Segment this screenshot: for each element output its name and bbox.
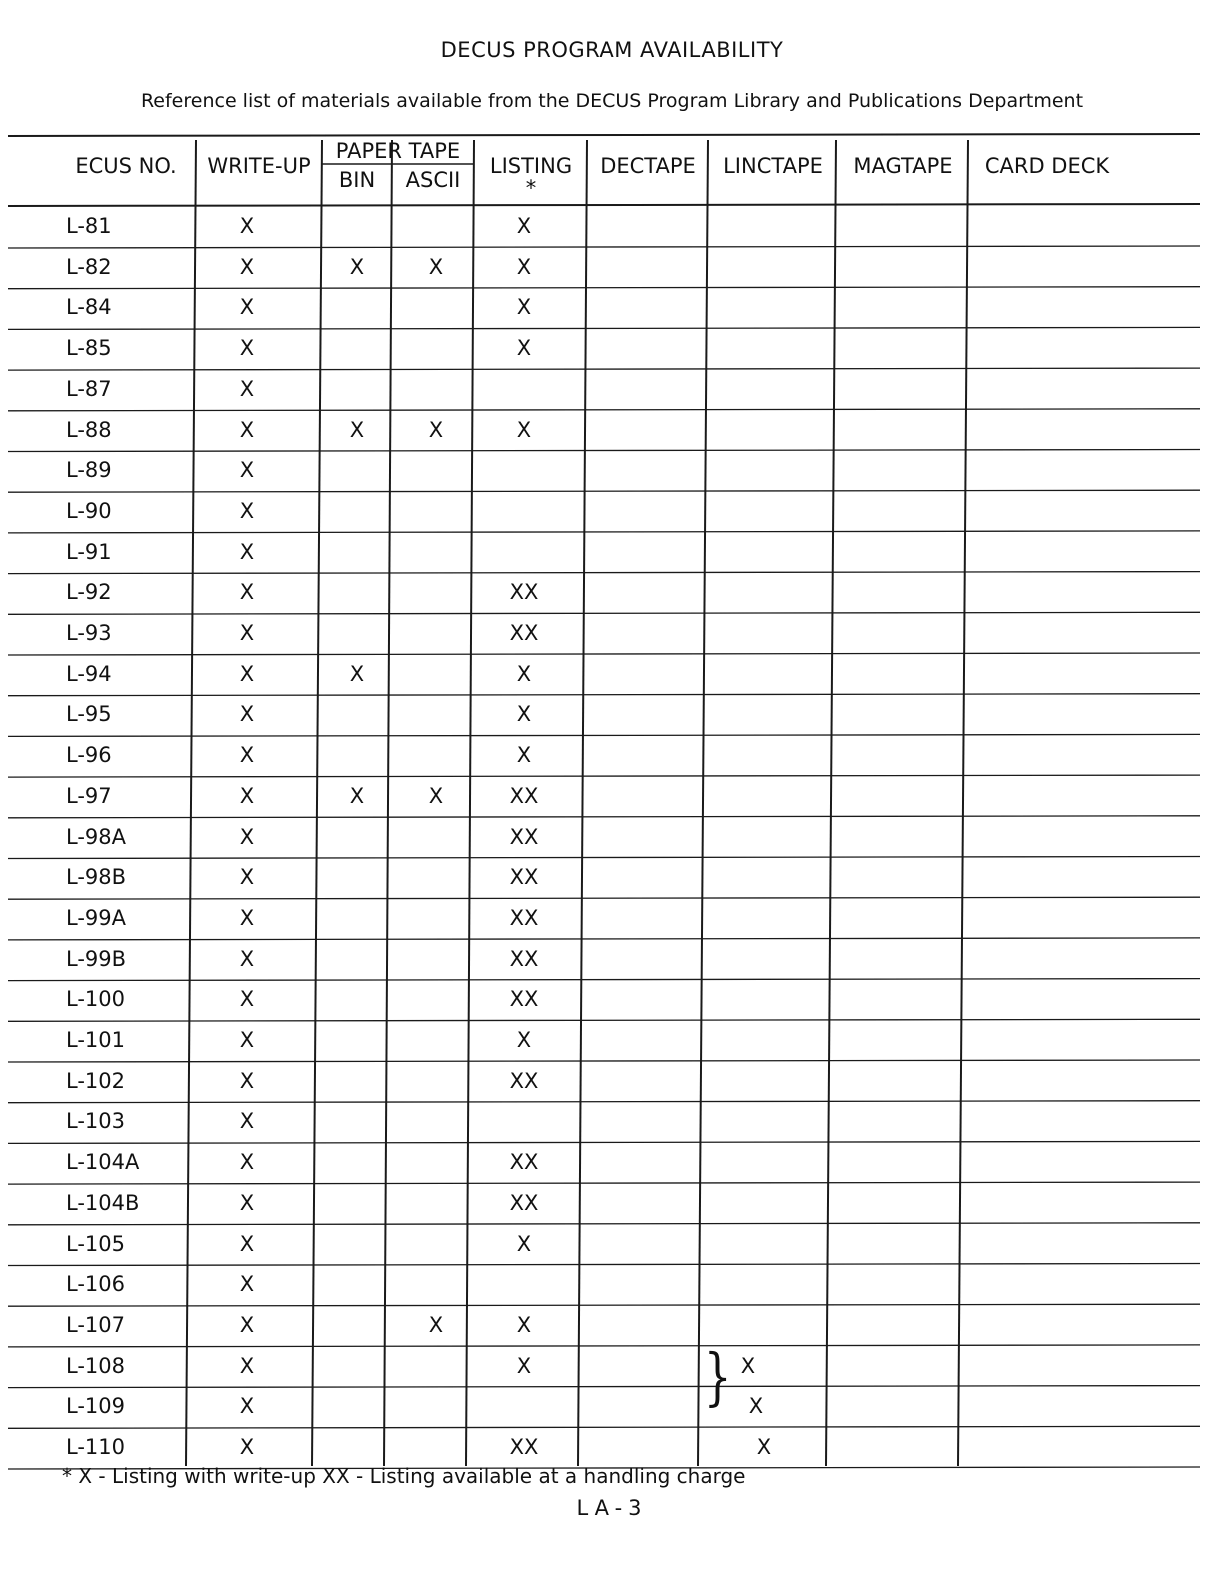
cell-write-up: X <box>239 336 255 361</box>
document-subtitle: Reference list of materials available from the DECUS Program Library and Publications Department <box>140 90 1084 112</box>
cell-listing: X <box>516 417 532 442</box>
row-divider <box>8 1019 1200 1021</box>
col-divider-card-deck <box>958 140 968 1466</box>
footnote: * X - Listing with write-up XX - Listing available at a handling charge <box>62 1464 746 1488</box>
row-divider <box>8 531 1200 533</box>
cell-write-up: X <box>239 743 255 768</box>
cell-decus-no: L-92 <box>66 580 112 605</box>
cell-decus-no: L-94 <box>66 661 112 686</box>
cell-write-up: X <box>239 214 255 238</box>
cell-ascii: X <box>428 254 444 279</box>
row-divider <box>8 979 1200 981</box>
cell-decus-no: L-96 <box>66 743 112 768</box>
cell-decus-no: L-107 <box>66 1312 125 1337</box>
cell-write-up: X <box>239 946 255 971</box>
cell-write-up: X <box>239 580 255 605</box>
row-divider <box>8 612 1200 614</box>
cell-decus-no: L-90 <box>66 498 112 523</box>
cell-decus-no: L-110 <box>66 1435 125 1459</box>
header-write-up: WRITE-UP <box>207 154 311 178</box>
cell-decus-no: L-84 <box>66 295 112 320</box>
cell-listing: X <box>516 214 532 238</box>
cell-listing: XX <box>509 1150 539 1175</box>
cell-listing: X <box>516 295 532 320</box>
row-divider <box>8 734 1200 736</box>
cell-write-up: X <box>239 783 255 808</box>
cell-decus-no: L-97 <box>66 783 112 808</box>
cell-write-up: X <box>239 539 255 564</box>
cell-write-up: X <box>239 498 255 523</box>
cell-decus-no: L-104A <box>66 1150 140 1175</box>
cell-write-up: X <box>239 702 255 727</box>
cell-write-up: X <box>239 1028 255 1052</box>
cell-decus-no: L-100 <box>66 987 125 1012</box>
cell-write-up: X <box>239 1150 255 1175</box>
cell-listing: XX <box>509 1435 539 1459</box>
cell-write-up: X <box>239 1190 255 1215</box>
row-divider <box>8 816 1200 818</box>
cell-decus-no: L-95 <box>66 702 112 727</box>
cell-linctape: X <box>756 1435 772 1459</box>
row-divider <box>8 409 1200 411</box>
cell-write-up: X <box>239 1394 255 1419</box>
cell-write-up: X <box>239 1272 255 1297</box>
cell-decus-no: L-88 <box>66 417 112 442</box>
row-divider <box>8 1182 1200 1184</box>
cell-decus-no: L-105 <box>66 1231 125 1256</box>
cell-decus-no: L-98B <box>66 865 127 890</box>
linctape-bracket: } <box>703 1340 732 1413</box>
cell-decus-no: L-108 <box>66 1353 125 1378</box>
cell-listing: XX <box>509 946 539 971</box>
header-decus-no: ECUS NO. <box>75 154 177 178</box>
row-divider <box>8 490 1200 492</box>
cell-write-up: X <box>239 1068 255 1093</box>
header-dectape: DECTAPE <box>600 154 696 178</box>
row-divider <box>8 327 1200 329</box>
cell-ascii: X <box>428 417 444 442</box>
header-card-deck: CARD DECK <box>984 154 1110 178</box>
header-bin: BIN <box>338 168 376 192</box>
row-divider <box>8 246 1200 248</box>
row-divider <box>8 287 1200 289</box>
row-divider <box>8 572 1200 574</box>
cell-bin: X <box>349 661 365 686</box>
cell-listing: X <box>516 336 532 361</box>
cell-decus-no: L-103 <box>66 1109 125 1134</box>
cell-write-up: X <box>239 1109 255 1134</box>
cell-listing: XX <box>509 905 539 930</box>
cell-decus-no: L-99B <box>66 946 127 971</box>
header-listing-asterisk: * <box>525 176 537 200</box>
cell-decus-no: L-85 <box>66 336 112 361</box>
cell-write-up: X <box>239 417 255 442</box>
row-divider <box>8 1223 1200 1225</box>
cell-decus-no: L-91 <box>66 539 112 564</box>
row-divider <box>8 897 1200 899</box>
cell-listing: XX <box>509 580 539 605</box>
col-divider-linctape <box>698 140 708 1466</box>
row-divider <box>8 368 1200 370</box>
cell-linctape: X <box>740 1353 756 1378</box>
header-linctape: LINCTAPE <box>723 154 823 178</box>
cell-decus-no: L-99A <box>66 905 126 930</box>
row-divider <box>8 653 1200 655</box>
cell-decus-no: L-81 <box>66 214 112 238</box>
cell-listing: X <box>516 254 532 279</box>
cell-write-up: X <box>239 621 255 645</box>
row-divider <box>8 1141 1200 1143</box>
page-number: LA-3 <box>576 1496 648 1520</box>
header-bottom-rule <box>8 204 1200 206</box>
cell-listing: X <box>516 1231 532 1256</box>
cell-listing: XX <box>509 1190 539 1215</box>
row-divider <box>8 1101 1200 1103</box>
header-ascii: ASCII <box>405 168 461 192</box>
cell-decus-no: L-102 <box>66 1068 125 1093</box>
cell-write-up: X <box>239 1435 255 1459</box>
cell-ascii: X <box>428 1312 444 1337</box>
cell-listing: XX <box>509 621 539 645</box>
header-magtape: MAGTAPE <box>853 154 953 178</box>
row-divider <box>8 775 1200 777</box>
cell-listing: X <box>516 702 532 727</box>
cell-decus-no: L-109 <box>66 1394 125 1419</box>
cell-listing: X <box>516 1028 532 1052</box>
cell-listing: XX <box>509 1068 539 1093</box>
cell-listing: X <box>516 1353 532 1378</box>
cell-write-up: X <box>239 295 255 320</box>
cell-write-up: X <box>239 1312 255 1337</box>
cell-listing: XX <box>509 824 539 849</box>
cell-listing: X <box>516 1312 532 1337</box>
cell-write-up: X <box>239 1231 255 1256</box>
cell-listing: XX <box>509 865 539 890</box>
cell-listing: XX <box>509 783 539 808</box>
cell-bin: X <box>349 417 365 442</box>
row-divider <box>8 450 1200 452</box>
cell-decus-no: L-87 <box>66 376 112 401</box>
cell-write-up: X <box>239 376 255 401</box>
cell-write-up: X <box>239 254 255 279</box>
cell-listing: X <box>516 743 532 768</box>
table-top-rule <box>8 134 1200 136</box>
cell-write-up: X <box>239 458 255 483</box>
row-divider <box>8 1060 1200 1062</box>
col-divider-magtape <box>826 140 836 1466</box>
cell-write-up: X <box>239 865 255 890</box>
cell-decus-no: L-82 <box>66 254 112 279</box>
col-divider-bin <box>312 140 322 1466</box>
cell-decus-no: L-98A <box>66 824 126 849</box>
row-divider <box>8 857 1200 859</box>
cell-decus-no: L-101 <box>66 1028 125 1052</box>
cell-write-up: X <box>239 905 255 930</box>
cell-write-up: X <box>239 987 255 1012</box>
document-title: DECUS PROGRAM AVAILABILITY <box>440 38 784 62</box>
cell-decus-no: L-104B <box>66 1190 140 1215</box>
cell-bin: X <box>349 254 365 279</box>
cell-ascii: X <box>428 783 444 808</box>
cell-listing: X <box>516 661 532 686</box>
cell-write-up: X <box>239 661 255 686</box>
row-divider <box>8 694 1200 696</box>
cell-linctape: X <box>748 1394 764 1419</box>
header-listing: LISTING <box>489 154 573 178</box>
col-divider-dectape <box>578 140 587 1466</box>
cell-bin: X <box>349 783 365 808</box>
row-divider <box>8 938 1200 940</box>
header-paper-tape: PAPER TAPE <box>335 139 461 163</box>
cell-decus-no: L-93 <box>66 621 112 645</box>
cell-decus-no: L-89 <box>66 458 112 483</box>
cell-write-up: X <box>239 1353 255 1378</box>
cell-listing: XX <box>509 987 539 1012</box>
cell-decus-no: L-106 <box>66 1272 125 1297</box>
cell-write-up: X <box>239 824 255 849</box>
